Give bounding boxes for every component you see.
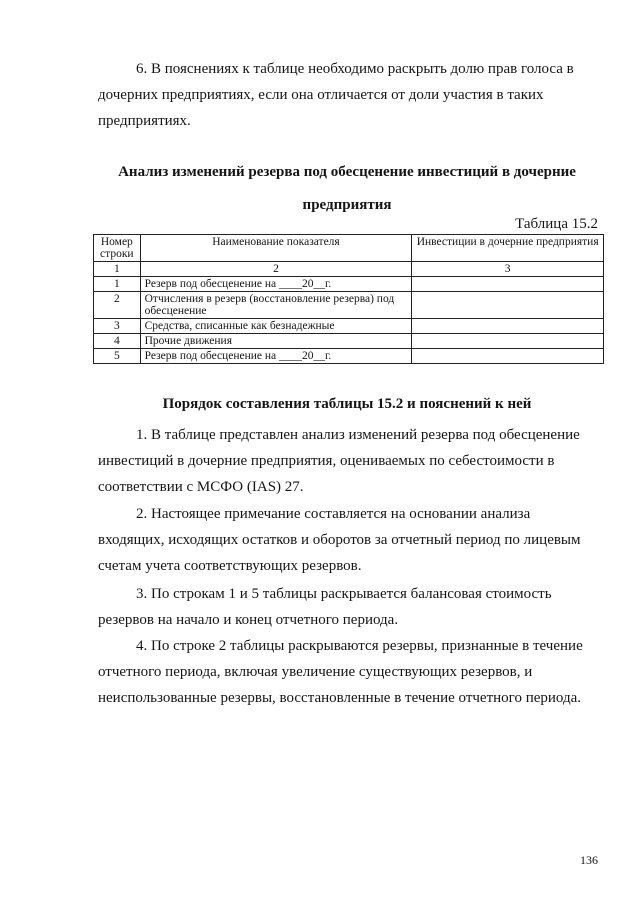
paragraph-3	[98, 581, 596, 633]
paragraph-4	[98, 633, 596, 711]
section-title-line-2: предприятия	[302, 197, 392, 213]
reserve-table	[93, 234, 604, 364]
row-name: Отчисления в резерв (восстановление резерва) под обесценение	[140, 292, 412, 319]
row-num: 2	[94, 292, 141, 319]
colnum-2: 2	[140, 262, 412, 277]
paragraph-1	[98, 422, 596, 500]
table-row	[94, 334, 604, 349]
row-num: 1	[94, 277, 141, 292]
row-name: Прочие движения	[140, 334, 412, 349]
page-number: 136	[580, 853, 598, 867]
row-num: 4	[94, 334, 141, 349]
table-row	[94, 319, 604, 334]
paragraph-2	[98, 501, 596, 579]
paragraph-3-line-2: резервов на начало и конец отчетного периода.	[98, 612, 399, 628]
header-num: Номер строки	[94, 235, 141, 262]
row-value	[412, 292, 604, 319]
header-name: Наименование показателя	[140, 235, 412, 262]
paragraph-3-line-1: 3. По строкам 1 и 5 таблицы раскрывается балансовая стоимость	[136, 586, 552, 602]
table-row	[94, 349, 604, 364]
paragraph-4-line-1: 4. По строке 2 таблицы раскрываются резервы, признанные в течение	[136, 638, 583, 654]
paragraph-1-line-2: инвестиций в дочерние предприятия, оцениваемых по себестоимости в	[98, 453, 555, 469]
header-value: Инвестиции в дочерние предприятия	[412, 235, 604, 262]
paragraph-1-line-3: соответствии с МСФО (IAS) 27.	[98, 479, 304, 495]
colnum-3: 3	[412, 262, 604, 277]
row-name: Резерв под обесценение на ____20__г.	[140, 349, 412, 364]
row-value	[412, 349, 604, 364]
intro-line-2: дочерних предприятиях, если она отличается от доли участия в таких	[98, 87, 544, 103]
table-row	[94, 277, 604, 292]
table-row	[94, 292, 604, 319]
table-colnum-row	[94, 262, 604, 277]
paragraph-2-line-1: 2. Настоящее примечание составляется на основании анализа	[136, 506, 531, 522]
table-header-row	[94, 235, 604, 262]
paragraph-4-line-3: неиспользованные резервы, восстановленные в течение отчетного периода.	[98, 690, 582, 706]
paragraph-4-line-2: отчетного периода, включая увеличение существующих резервов, и	[98, 664, 533, 680]
row-value	[412, 319, 604, 334]
section-title-line-1: Анализ изменений резерва под обесценение инвестиций в дочерние	[118, 164, 576, 180]
intro-line-1: 6. В пояснениях к таблице необходимо раскрыть долю прав голоса в	[136, 61, 574, 77]
table-caption: Таблица 15.2	[515, 216, 598, 232]
row-value	[412, 277, 604, 292]
intro-line-3: предприятиях.	[98, 113, 191, 129]
paragraph-1-line-1: 1. В таблице представлен анализ изменений резерва под обесценение	[136, 427, 580, 443]
row-num: 5	[94, 349, 141, 364]
section-title	[98, 159, 596, 219]
paragraph-2-line-2: входящих, исходящих остатков и оборотов за отчетный период по лицевым	[98, 532, 581, 548]
row-value	[412, 334, 604, 349]
paragraph-2-line-3: счетам учета соответствующих резервов.	[98, 558, 362, 574]
intro-paragraph	[98, 56, 596, 134]
procedure-title: Порядок составления таблицы 15.2 и пояснений к ней	[162, 396, 532, 412]
row-num: 3	[94, 319, 141, 334]
row-name: Резерв под обесценение на ____20__г.	[140, 277, 412, 292]
row-name: Средства, списанные как безнадежные	[140, 319, 412, 334]
colnum-1: 1	[94, 262, 141, 277]
